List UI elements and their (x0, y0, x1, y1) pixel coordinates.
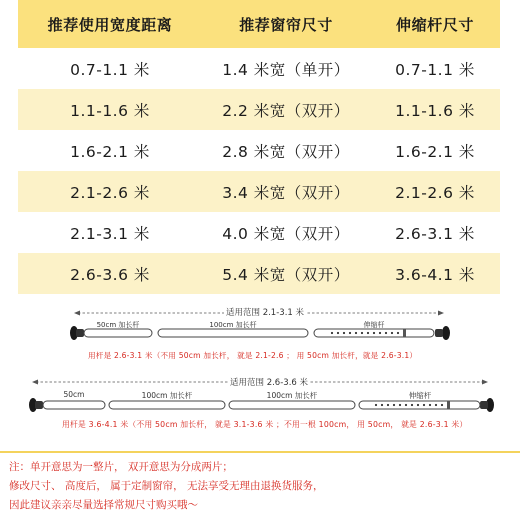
arrow-right-icon (482, 380, 488, 385)
notes-block (9, 458, 514, 515)
table-row (18, 212, 500, 253)
bracket-left-icon (35, 401, 43, 409)
arrow-left-icon (74, 311, 80, 316)
diagram-1-caption: 用杆是 2.6-3.1 米（不用 50cm 加长杆， 就是 2.1-2.6 ； 用 50cm 加长杆，就是 2.6-3.1） (88, 351, 418, 360)
cell-curtain: 2.2 米宽（双开） (222, 101, 350, 120)
arrow-right-icon (438, 311, 444, 316)
range-label: 适用范围 2.1-3.1 米 (226, 308, 305, 318)
header-width-distance: 推荐使用宽度距离 (47, 15, 173, 34)
table-row (18, 48, 500, 89)
header-rod-size: 伸缩杆尺寸 (395, 15, 474, 34)
segment-label-telescopic: 伸缩杆 (363, 321, 385, 329)
cell-width: 1.1-1.6 米 (70, 101, 150, 120)
arrow-left-icon (32, 380, 38, 385)
cell-rod: 1.6-2.1 米 (395, 142, 475, 161)
cell-curtain: 4.0 米宽（双开） (222, 224, 350, 243)
note-line: 注：单开意思为一整片， 双开意思为分成两片； (9, 461, 233, 473)
segment-label-100cm: 100cm 加长杆 (209, 321, 257, 329)
rod-diagram-1 (0, 296, 520, 368)
rod-50cm-extension (43, 401, 105, 409)
telescopic-joint (447, 401, 450, 409)
table-row (18, 89, 500, 130)
rod-100cm-extension (109, 401, 225, 409)
notes-divider (0, 451, 520, 453)
range-label: 适用范围 2.6-3.6 米 (230, 378, 309, 388)
table-header-row (18, 0, 500, 48)
segment-label-50cm: 50cm (63, 390, 85, 399)
table-row (18, 130, 500, 171)
bracket-right-icon (480, 401, 488, 409)
rod-100cm-extension (158, 329, 308, 337)
telescopic-joint (403, 329, 406, 337)
cell-rod: 3.6-4.1 米 (395, 265, 475, 284)
cell-curtain: 5.4 米宽（双开） (222, 265, 350, 284)
cell-width: 1.6-2.1 米 (70, 142, 150, 161)
end-cap-right-icon (442, 326, 450, 340)
rod-50cm-extension (84, 329, 152, 337)
size-table (18, 0, 500, 294)
diagram-2-caption: 用杆是 3.6-4.1 米（不用 50cm 加长杆， 就是 3.1-3.6 米 ；不用一根 100cm， 用 50cm， 就是 2.6-3.1 米） (62, 420, 468, 429)
segment-label-telescopic: 伸缩杆 (408, 391, 432, 400)
segment-label-50cm: 50cm 加长杆 (96, 321, 140, 329)
bracket-right-icon (435, 329, 443, 337)
cell-rod: 0.7-1.1 米 (395, 60, 475, 79)
cell-rod: 1.1-1.6 米 (395, 101, 475, 120)
table-row (18, 171, 500, 212)
cell-rod: 2.1-2.6 米 (395, 183, 475, 202)
cell-curtain: 3.4 米宽（双开） (222, 183, 350, 202)
bracket-left-icon (76, 329, 84, 337)
cell-width: 0.7-1.1 米 (70, 60, 150, 79)
cell-width: 2.6-3.6 米 (70, 265, 150, 284)
header-curtain-size: 推荐窗帘尺寸 (239, 15, 333, 34)
cell-curtain: 1.4 米宽（单开） (222, 60, 350, 79)
note-line: 修改尺寸、 高度后， 属于定制窗帘， 无法享受无理由退换货服务， (9, 480, 324, 492)
segment-label-100cm: 100cm 加长杆 (141, 391, 193, 400)
cell-width: 2.1-3.1 米 (70, 224, 150, 243)
cell-width: 2.1-2.6 米 (70, 183, 150, 202)
rod-100cm-extension (229, 401, 355, 409)
table-row (18, 253, 500, 294)
segment-label-100cm: 100cm 加长杆 (266, 391, 318, 400)
cell-curtain: 2.8 米宽（双开） (222, 142, 350, 161)
rod-diagram-2 (0, 374, 520, 440)
telescopic-rod (359, 401, 480, 409)
cell-rod: 2.6-3.1 米 (395, 224, 475, 243)
note-line: 因此建议亲亲尽量选择常规尺寸购买哦～ (9, 499, 198, 511)
